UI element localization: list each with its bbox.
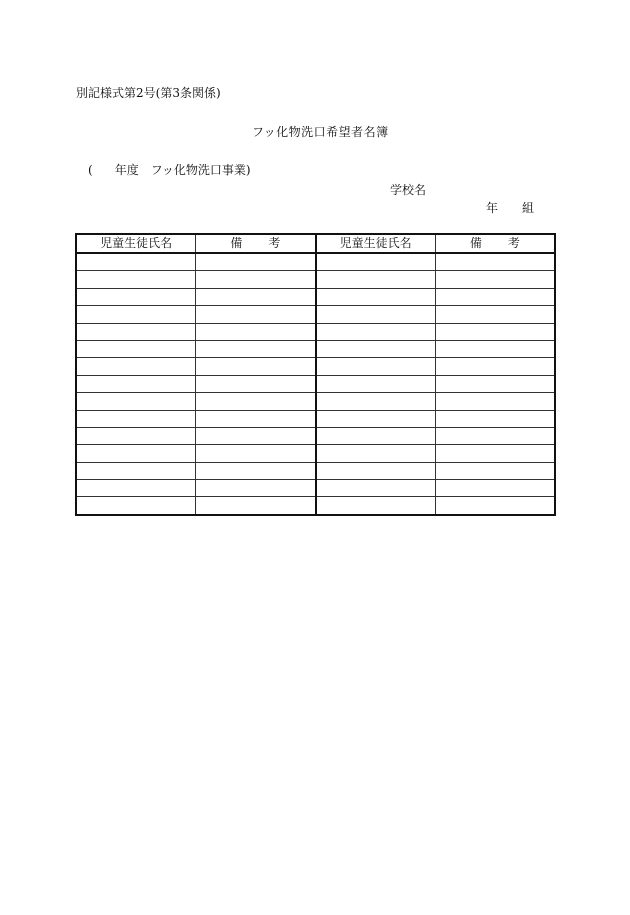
- remarks-cell-left[interactable]: [196, 480, 316, 497]
- student-name-cell-right[interactable]: [316, 306, 436, 323]
- header-remarks-right: 備考: [435, 234, 555, 253]
- student-name-cell-left[interactable]: [76, 375, 196, 392]
- remarks-cell-right[interactable]: [435, 462, 555, 479]
- student-name-cell-right[interactable]: [316, 358, 436, 375]
- student-name-cell-left[interactable]: [76, 271, 196, 288]
- remarks-cell-right[interactable]: [435, 358, 555, 375]
- remarks-cell-left[interactable]: [196, 393, 316, 410]
- student-name-cell-left[interactable]: [76, 462, 196, 479]
- table-row: [76, 393, 555, 410]
- student-name-cell-left[interactable]: [76, 340, 196, 357]
- student-name-cell-left[interactable]: [76, 358, 196, 375]
- remarks-cell-left[interactable]: [196, 445, 316, 462]
- student-name-cell-left[interactable]: [76, 497, 196, 515]
- remarks-cell-right[interactable]: [435, 375, 555, 392]
- student-name-cell-left[interactable]: [76, 323, 196, 340]
- project-line: [88, 161, 251, 178]
- student-name-cell-left[interactable]: [76, 427, 196, 444]
- table-row: [76, 253, 555, 271]
- header-student-name-right: 児童生徒氏名: [316, 234, 436, 253]
- student-name-cell-right[interactable]: [316, 497, 436, 515]
- remarks-cell-left[interactable]: [196, 340, 316, 357]
- table-row: [76, 462, 555, 479]
- remarks-cell-right[interactable]: [435, 288, 555, 305]
- table-row: [76, 480, 555, 497]
- remarks-cell-right[interactable]: [435, 393, 555, 410]
- table-row: [76, 323, 555, 340]
- remarks-cell-right[interactable]: [435, 271, 555, 288]
- student-name-cell-right[interactable]: [316, 427, 436, 444]
- remarks-cell-left[interactable]: [196, 288, 316, 305]
- table-row: [76, 410, 555, 427]
- student-name-cell-right[interactable]: [316, 253, 436, 271]
- header-student-name-left: 児童生徒氏名: [76, 234, 196, 253]
- student-name-cell-left[interactable]: [76, 410, 196, 427]
- student-name-cell-right[interactable]: [316, 393, 436, 410]
- remarks-cell-right[interactable]: [435, 340, 555, 357]
- remarks-cell-right[interactable]: [435, 323, 555, 340]
- remarks-cell-right[interactable]: [435, 253, 555, 271]
- roster-table: [75, 233, 556, 516]
- remarks-cell-right[interactable]: [435, 410, 555, 427]
- table-header-row: [76, 234, 555, 253]
- school-name-label: 学校名: [390, 183, 427, 197]
- remarks-cell-left[interactable]: [196, 375, 316, 392]
- table-row: [76, 288, 555, 305]
- project-name: フッ化物洗口事業): [150, 163, 251, 177]
- remarks-cell-left[interactable]: [196, 323, 316, 340]
- document-title: フッ化物洗口希望者名簿: [252, 125, 389, 139]
- student-name-cell-left[interactable]: [76, 253, 196, 271]
- student-name-cell-right[interactable]: [316, 323, 436, 340]
- student-name-cell-right[interactable]: [316, 288, 436, 305]
- student-name-cell-left[interactable]: [76, 445, 196, 462]
- remarks-cell-right[interactable]: [435, 427, 555, 444]
- remarks-cell-left[interactable]: [196, 306, 316, 323]
- header-remarks-left: 備考: [196, 234, 316, 253]
- student-name-cell-right[interactable]: [316, 340, 436, 357]
- student-name-cell-right[interactable]: [316, 462, 436, 479]
- student-name-cell-right[interactable]: [316, 410, 436, 427]
- remarks-cell-left[interactable]: [196, 427, 316, 444]
- remarks-cell-right[interactable]: [435, 480, 555, 497]
- remarks-cell-left[interactable]: [196, 462, 316, 479]
- remarks-cell-right[interactable]: [435, 497, 555, 515]
- student-name-cell-right[interactable]: [316, 445, 436, 462]
- student-name-cell-right[interactable]: [316, 375, 436, 392]
- remarks-cell-right[interactable]: [435, 445, 555, 462]
- student-name-cell-left[interactable]: [76, 306, 196, 323]
- table-row: [76, 497, 555, 515]
- table-row: [76, 427, 555, 444]
- remarks-cell-left[interactable]: [196, 271, 316, 288]
- table-row: [76, 340, 555, 357]
- class-label: 組: [522, 201, 535, 215]
- student-name-cell-left[interactable]: [76, 480, 196, 497]
- remarks-cell-left[interactable]: [196, 497, 316, 515]
- student-name-cell-right[interactable]: [316, 271, 436, 288]
- table-row: [76, 358, 555, 375]
- student-name-cell-right[interactable]: [316, 480, 436, 497]
- table-row: [76, 271, 555, 288]
- student-name-cell-left[interactable]: [76, 393, 196, 410]
- table-row: [76, 306, 555, 323]
- class-line: [486, 199, 534, 216]
- student-name-cell-left[interactable]: [76, 288, 196, 305]
- form-reference: 別記様式第2号(第3条関係): [76, 86, 221, 100]
- open-paren: (: [88, 163, 93, 177]
- remarks-cell-right[interactable]: [435, 306, 555, 323]
- roster-body: [76, 253, 555, 515]
- remarks-cell-left[interactable]: [196, 410, 316, 427]
- remarks-cell-left[interactable]: [196, 253, 316, 271]
- fiscal-year-label: 年度: [114, 163, 139, 177]
- table-row: [76, 375, 555, 392]
- grade-label: 年: [486, 201, 499, 215]
- table-row: [76, 445, 555, 462]
- remarks-cell-left[interactable]: [196, 358, 316, 375]
